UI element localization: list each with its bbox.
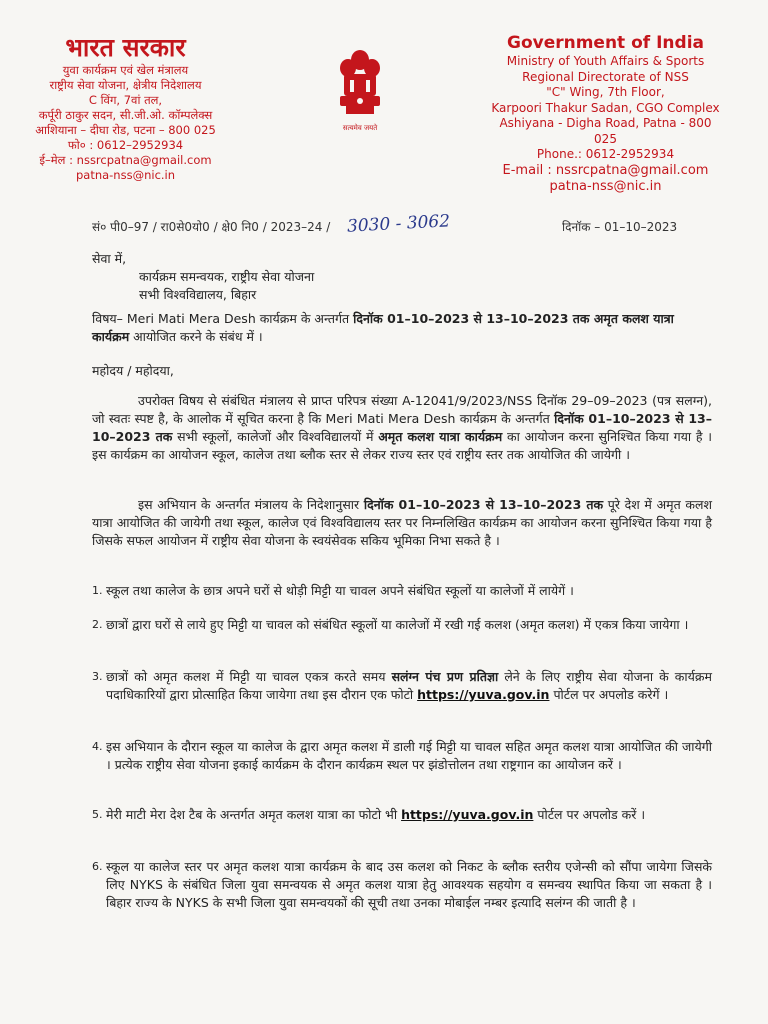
list-text: [106, 668, 712, 704]
national-emblem-icon: [330, 44, 390, 124]
recipient-line: कार्यक्रम समन्वयक, राष्ट्रीय सेवा योजना: [139, 269, 315, 284]
hindi-letterhead-line: आशियाना – दीघा रोड, पटना – 800 025: [35, 123, 216, 137]
hindi-letterhead-email: ई–मेल : nssrcpatna@gmail.com: [39, 153, 212, 167]
english-letterhead-email2: patna-nss@nic.in: [549, 178, 662, 194]
yuva-portal-link[interactable]: https://yuva.gov.in: [401, 807, 534, 822]
emblem-caption: सत्यमेव जयते: [342, 124, 378, 132]
list-text-part: छात्रों को अमृत कलश में मिट्टी या चावल एकत्र करते समय: [106, 669, 386, 684]
list-text-part: पोर्टल पर अपलोड करें ।: [537, 807, 646, 822]
hindi-letterhead-email2: patna-nss@nic.in: [75, 168, 176, 182]
paragraph-text: का आयोजन करना सुनिश्चित किया गया है । इस कार्यक्रम का आयोजन स्कूल, कालेज तथा ब्लौक स्तर से लेकर राज्य स्तर एवं राष्ट्रीय स्तर तक आयोजित की जायेगी ।: [92, 429, 713, 462]
paragraph-1: [92, 392, 712, 464]
paragraph-text: सभी स्कूलों, कालेजों और विश्वविद्यालयों में: [177, 429, 374, 444]
english-letterhead-line: "C" Wing, 7th Floor,: [546, 85, 665, 99]
list-number: 4.: [92, 740, 103, 753]
list-text: स्कूल तथा कालेज के छात्र अपने घरों से थोड़ी मिट्टी या चावल अपने संबंधित स्कूलों या कालेजों में लायेगें ।: [106, 583, 574, 598]
list-number: 1.: [92, 584, 103, 597]
letter-date: दिनॉक – 01–10–2023: [562, 220, 678, 234]
paragraph-text: पूरे देश में अमृत कलश यात्रा आयोजित की जायेगी तथा स्कूल, कालेज एवं विश्वविद्यालय स्तर पर निम्नलिखित कार्यक्रम का आयोजन करना सुनिश्चित किया गया है जिसके सफल आयोजन में राष्ट्रीय सेवा योजना के स्वयंसेवक सकिय भूमिका निभा सकते है ।: [92, 497, 712, 548]
list-text: इस अभियान के दौरान स्कूल या कालेज के द्वारा अमृत कलश में डाली गई मिट्टी या चावल सहित अमृत कलश यात्रा आयोजित की जायेगी । प्रत्येक राष्ट्रीय सेवा योजना इकाई कार्यक्रम के दौरान कार्यक्रम स्थल पर झंडोत्तोलन तथा राष्ट्रगान का आयोजन करें ।: [106, 739, 712, 772]
english-letterhead-line: Ashiyana - Digha Road, Patna - 800 025: [499, 116, 712, 146]
paragraph-text: उपरोक्त विषय से संबंधित मंत्रालय से प्राप्त परिपत्र संख्या A-12041/9/2023/NSS दिनॉक 29–09–2023 (पत्र सलग्न), जो स्वतः स्पष्ट है, के आलोक में सूचित करना है कि Meri Mati Mera Desh कार्यक्रम के अन्तर्गत: [92, 393, 712, 426]
english-letterhead-line: Regional Directorate of NSS: [522, 69, 689, 84]
reference-number: सं० पी0–97 / रा0से0यो0 / क्षे0 नि0 / 2023–24 /: [92, 220, 331, 234]
hindi-letterhead-line: फो० : 0612–2952934: [67, 138, 184, 152]
list-text: [106, 806, 712, 824]
subject-prefix: विषय– Meri Mati Mera Desh कार्यक्रम के अन्तर्गत: [92, 311, 350, 326]
list-text-part: पोर्टल पर अपलोड करेगें ।: [553, 687, 669, 702]
hindi-letterhead-line: C विंग, 7वां तल,: [88, 93, 163, 107]
list-text: छात्रों द्वारा घरों से लाये हुए मिट्टी या चावल को संबंधित स्कूलों या कालेजों में रखी गई कलश (अमृत कलश) में एकत्र किया जायेगा ।: [106, 617, 689, 632]
recipient-block: [92, 250, 314, 304]
handwritten-reference: 3030 - 3062: [346, 211, 451, 237]
recipient-line: सभी विश्वविद्यालय, बिहार: [139, 287, 257, 302]
paragraph-bold: अमृत कलश यात्रा कार्यक्रम: [378, 429, 503, 444]
hindi-letterhead-line: कर्पूरी ठाकुर सदन, सी.जी.ओ. कॉम्पलेक्स: [38, 108, 213, 122]
paragraph-bold: दिनॉक 01–10–2023 से 13–10–2023 तक: [92, 411, 712, 444]
list-item: [92, 582, 712, 600]
hindi-letterhead-line: युवा कार्यक्रम एवं खेल मंत्रालय: [62, 63, 189, 77]
english-letterhead-phone: Phone.: 0612-2952934: [536, 147, 675, 161]
english-letterhead-title: Government of India: [506, 33, 704, 53]
subject-line: [92, 310, 712, 346]
yuva-portal-link[interactable]: https://yuva.gov.in: [417, 687, 550, 702]
list-number: 5.: [92, 808, 103, 821]
list-text-part: लेने के लिए राष्ट्रीय सेवा योजना के कार्यक्रम पदाधिकारियों द्वारा प्रोत्साहित किया जायेगा तथा इस दौरान एक फोटो: [106, 669, 712, 702]
subject-bold: दिनॉक 01–10–2023 से 13–10–2023 तक अमृत कलश यात्रा कार्यक्रम: [92, 311, 674, 344]
english-letterhead-email: E-mail : nssrcpatna@gmail.com: [502, 162, 709, 178]
list-text-bold: सलंग्न पंच प्रण प्रतिज्ञा: [391, 669, 499, 684]
english-letterhead: [488, 32, 723, 195]
paragraph-bold: दिनॉक 01–10–2023 से 13–10–2023 तक: [363, 497, 604, 512]
salutation: महोदय / महोदया,: [92, 363, 174, 378]
list-text: स्कूल या कालेज स्तर पर अमृत कलश यात्रा कार्यक्रम के बाद उस कलश को निकट के ब्लौक स्तरीय एजेन्सी को सौंपा जायेगा जिसके लिए NYKS के संबंधित जिला युवा समन्वयक से अमृत कलश यात्रा हेतु आवश्यक सहयोग व समन्वय स्थापित किया जा सकता है । बिहार राज्य के NYKS के सभी जिला युवा समन्वयकों की सूची तथा उनका मोबाईल नम्बर इत्यादि सलंग्न की जाती है ।: [106, 859, 712, 910]
subject-suffix: आयोजित करने के संबंध में ।: [133, 329, 263, 344]
list-number: 6.: [92, 860, 103, 873]
list-item: [92, 738, 712, 774]
recipient-to: सेवा में,: [92, 251, 127, 266]
hindi-letterhead-line: राष्ट्रीय सेवा योजना, क्षेत्रीय निदेशालय: [49, 78, 202, 92]
hindi-letterhead: [18, 34, 233, 183]
paragraph-2: [92, 496, 712, 550]
list-item: [92, 616, 712, 634]
hindi-letterhead-title: भारत सरकार: [65, 33, 186, 62]
english-letterhead-line: Karpoori Thakur Sadan, CGO Complex: [491, 100, 720, 115]
list-item: [92, 858, 712, 912]
paragraph-text: इस अभियान के अन्तर्गत मंत्रालय के निदेशानुसार: [138, 497, 360, 512]
list-item: [92, 668, 712, 704]
list-number: 3.: [92, 670, 103, 683]
list-text-part: मेरी माटी मेरा देश टैब के अन्तर्गत अमृत कलश यात्रा का फोटो भी: [106, 807, 398, 822]
list-item: [92, 806, 712, 824]
list-number: 2.: [92, 618, 103, 631]
english-letterhead-line: Ministry of Youth Affairs & Sports: [506, 54, 705, 68]
